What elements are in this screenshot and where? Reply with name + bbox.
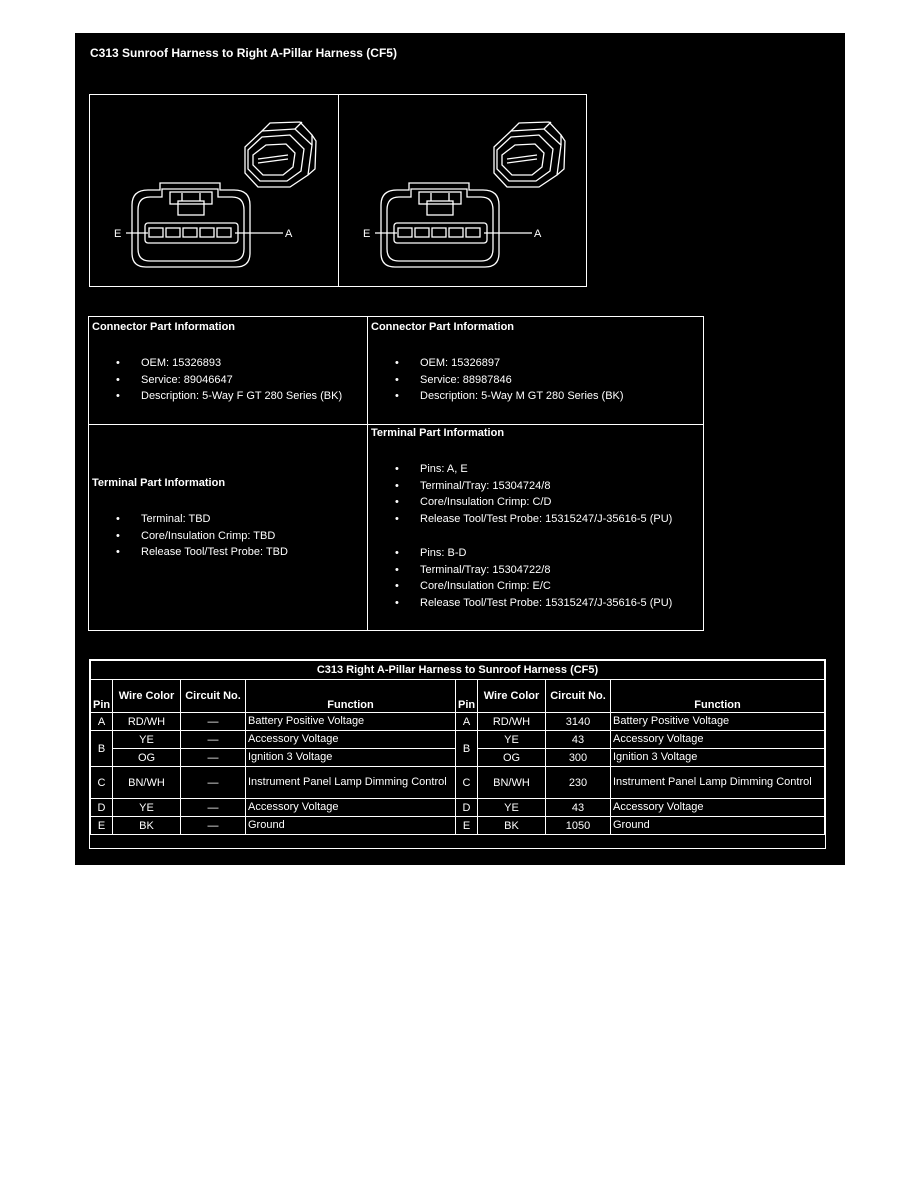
function-cell: Ground <box>246 817 456 835</box>
circuit-cell: 1050 <box>546 817 611 835</box>
function-cell: Ignition 3 Voltage <box>246 749 456 767</box>
pin-cell: B <box>91 731 113 767</box>
list-item: • Description: 5-Way F GT 280 Series (BK) <box>89 388 342 405</box>
circuit-cell: 3140 <box>546 713 611 731</box>
list-item: • Service: 89046647 <box>89 372 342 389</box>
terminal-info-list-1 <box>368 461 672 527</box>
wire-color-cell: RD/WH <box>113 713 181 731</box>
list-item: • OEM: 15326893 <box>89 355 342 372</box>
pin-cell: B <box>456 731 478 767</box>
terminal-info-list <box>89 511 288 561</box>
connector-info-right <box>367 317 703 424</box>
list-item: • Core/Insulation Crimp: E/C <box>368 578 672 595</box>
pinout-caption: C313 Right A-Pillar Harness to Sunroof Harness (CF5) <box>91 661 825 680</box>
wire-color-cell: BN/WH <box>478 767 546 799</box>
wire-color-cell: OG <box>113 749 181 767</box>
wire-color-cell: BK <box>478 817 546 835</box>
circuit-cell: 43 <box>546 731 611 749</box>
circuit-cell: — <box>181 767 246 799</box>
pin-label-a: A <box>285 228 293 240</box>
pin-cell: A <box>456 713 478 731</box>
wire-color-cell: YE <box>478 731 546 749</box>
col-header-wire-color: Wire Color <box>113 680 181 713</box>
list-item: • Service: 88987846 <box>368 372 624 389</box>
table-row <box>91 799 825 817</box>
list-item: • Description: 5-Way M GT 280 Series (BK) <box>368 388 624 405</box>
terminal-info-list-2 <box>368 545 672 611</box>
function-cell: Accessory Voltage <box>611 731 825 749</box>
function-cell: Instrument Panel Lamp Dimming Control <box>611 767 825 799</box>
list-item: • Core/Insulation Crimp: C/D <box>368 494 672 511</box>
wire-color-cell: BN/WH <box>113 767 181 799</box>
connector-info-list <box>89 355 342 405</box>
table-row <box>91 713 825 731</box>
col-header-circuit-no: Circuit No. <box>546 680 611 713</box>
pin-label-e: E <box>363 228 371 240</box>
list-item: • Core/Insulation Crimp: TBD <box>89 528 288 545</box>
function-cell: Instrument Panel Lamp Dimming Control <box>246 767 456 799</box>
connector-info-list <box>368 355 624 405</box>
col-header-wire-color: Wire Color <box>478 680 546 713</box>
connector-diagram-female <box>90 95 339 286</box>
function-cell: Accessory Voltage <box>246 731 456 749</box>
circuit-cell: 43 <box>546 799 611 817</box>
circuit-cell: 300 <box>546 749 611 767</box>
wire-color-cell: BK <box>113 817 181 835</box>
part-information-table <box>88 316 704 631</box>
circuit-cell: — <box>181 713 246 731</box>
wire-color-cell: OG <box>478 749 546 767</box>
pin-cell: C <box>456 767 478 799</box>
list-item: • Pins: A, E <box>368 461 672 478</box>
function-cell: Accessory Voltage <box>611 799 825 817</box>
pin-cell: A <box>91 713 113 731</box>
wire-color-cell: RD/WH <box>478 713 546 731</box>
pin-cell: D <box>456 799 478 817</box>
function-cell: Battery Positive Voltage <box>246 713 456 731</box>
list-item: • Release Tool/Test Probe: 15315247/J-35616-5 (PU) <box>368 595 672 612</box>
pin-cell: C <box>91 767 113 799</box>
col-header-circuit-no: Circuit No. <box>181 680 246 713</box>
list-item: • Terminal: TBD <box>89 511 288 528</box>
connector-info-left <box>89 317 367 424</box>
circuit-cell: — <box>181 817 246 835</box>
function-cell: Battery Positive Voltage <box>611 713 825 731</box>
connector-images <box>89 94 587 287</box>
function-cell: Ignition 3 Voltage <box>611 749 825 767</box>
terminal-info-heading: Terminal Part Information <box>371 427 505 439</box>
terminal-info-left <box>89 424 367 630</box>
col-header-function: Function <box>246 680 456 713</box>
wire-color-cell: YE <box>113 799 181 817</box>
circuit-cell: — <box>181 731 246 749</box>
table-row <box>91 767 825 799</box>
pin-label-e: E <box>114 228 122 240</box>
list-item: • Release Tool/Test Probe: 15315247/J-35616-5 (PU) <box>368 511 672 528</box>
col-header-function: Function <box>611 680 825 713</box>
list-item: • OEM: 15326897 <box>368 355 624 372</box>
col-header-pin: Pin <box>456 680 478 713</box>
wire-color-cell: YE <box>113 731 181 749</box>
circuit-cell: 230 <box>546 767 611 799</box>
terminal-info-heading: Terminal Part Information <box>92 477 226 489</box>
connector-image-male <box>339 95 588 286</box>
connector-info-heading: Connector Part Information <box>371 321 515 333</box>
col-header-pin: Pin <box>91 680 113 713</box>
circuit-cell: — <box>181 749 246 767</box>
connector-info-heading: Connector Part Information <box>92 321 236 333</box>
document-panel <box>75 33 845 865</box>
connector-diagram-male <box>339 95 588 286</box>
pin-cell: D <box>91 799 113 817</box>
pin-cell: E <box>91 817 113 835</box>
wire-color-cell: YE <box>478 799 546 817</box>
header-row <box>91 680 825 713</box>
connector-image-female <box>90 95 339 286</box>
pin-cell: E <box>456 817 478 835</box>
table-row <box>91 731 825 749</box>
list-item: • Pins: B-D <box>368 545 672 562</box>
function-cell: Accessory Voltage <box>246 799 456 817</box>
page-title: C313 Sunroof Harness to Right A-Pillar Harness (CF5) <box>90 46 397 60</box>
table-row <box>91 817 825 835</box>
list-item: • Terminal/Tray: 15304722/8 <box>368 562 672 579</box>
circuit-cell: — <box>181 799 246 817</box>
function-cell: Ground <box>611 817 825 835</box>
pinout-table <box>89 659 826 849</box>
terminal-info-right <box>367 424 703 630</box>
list-item: • Release Tool/Test Probe: TBD <box>89 544 288 561</box>
pin-label-a: A <box>534 228 542 240</box>
list-item: • Terminal/Tray: 15304724/8 <box>368 478 672 495</box>
